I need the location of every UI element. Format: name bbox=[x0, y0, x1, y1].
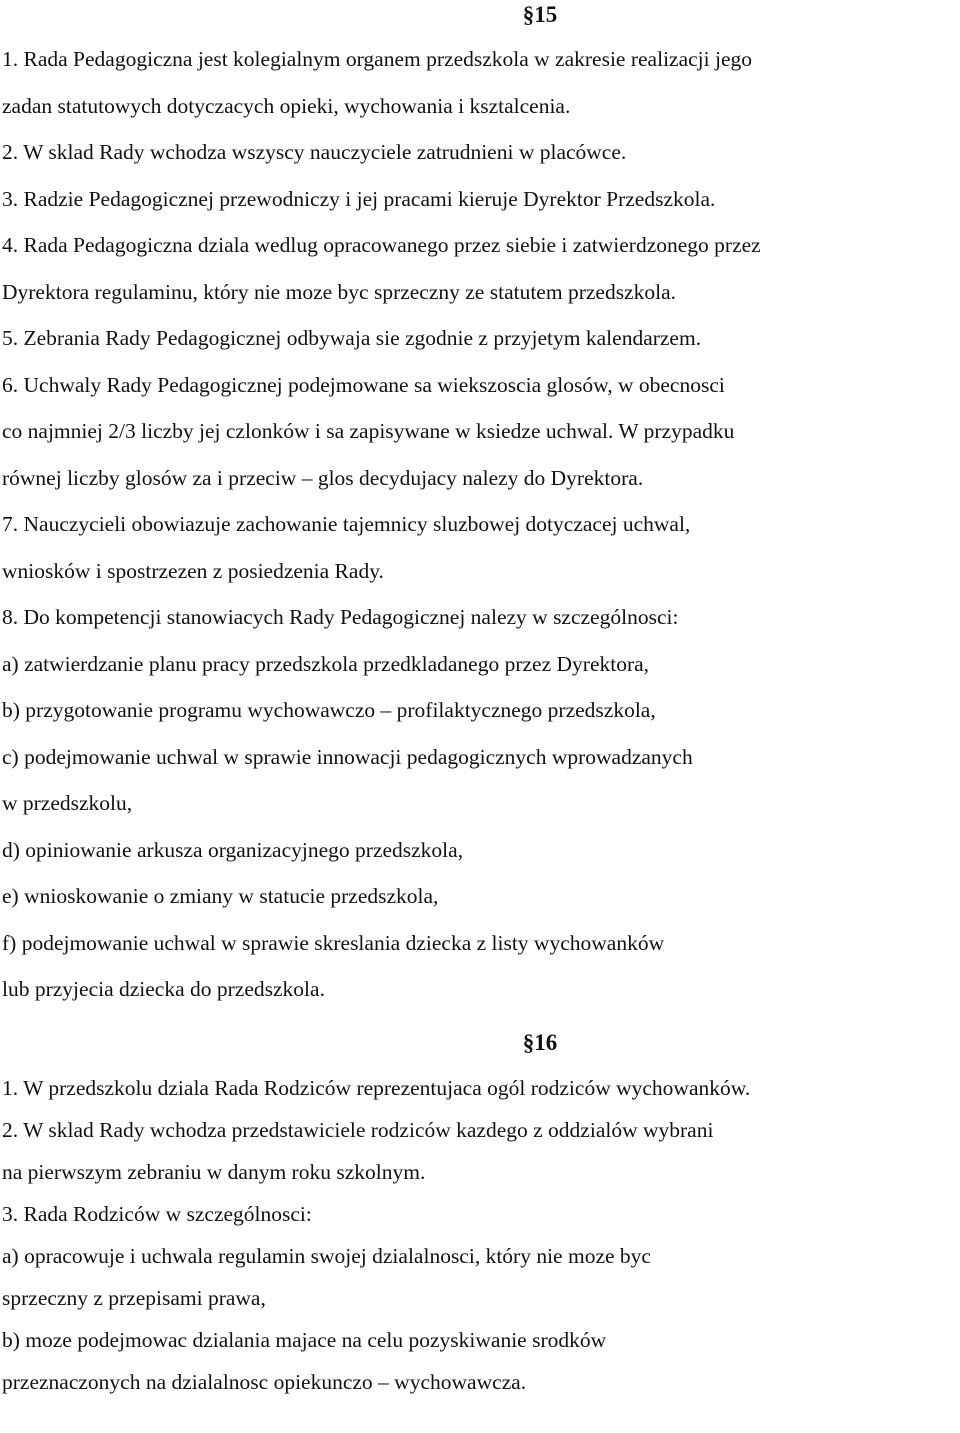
text-line: 7. Nauczycieli obowiazuje zachowanie tajemnicy sluzbowej dotyczacej uchwal, bbox=[2, 512, 691, 536]
text-line: 6. Uchwaly Rady Pedagogicznej podejmowane sa wiekszoscia glosów, w obecnosci bbox=[2, 372, 725, 397]
text-line: przeznaczonych na dzialalnosc opiekunczo – wychowawcza. bbox=[2, 1370, 527, 1394]
text-line: 8. Do kompetencji stanowiacych Rady Pedagogicznej nalezy w szczególnosci: bbox=[2, 605, 679, 629]
text-line: 1. Rada Pedagogiczna jest kolegialnym organem przedszkola w zakresie realizacji jego bbox=[2, 47, 753, 71]
text-line: na pierwszym zebraniu w danym roku szkolnym. bbox=[2, 1160, 426, 1184]
text-line: 2. W sklad Rady wchodza przedstawiciele rodziców kazdego z oddzialów wybrani bbox=[2, 1118, 714, 1142]
section-heading-15: §15 bbox=[522, 2, 558, 27]
text-line: b) przygotowanie programu wychowawczo – profilaktycznego przedszkola, bbox=[2, 698, 656, 722]
text-line: 1. W przedszkolu dziala Rada Rodziców reprezentujaca ogól rodziców wychowanków. bbox=[2, 1076, 751, 1100]
text-line: f) podejmowanie uchwal w sprawie skreslania dziecka z listy wychowanków bbox=[2, 930, 665, 955]
text-line: a) opracowuje i uchwala regulamin swojej dzialalnosci, który nie moze byc bbox=[2, 1244, 651, 1268]
text-line: zadan statutowych dotyczacych opieki, wychowania i ksztalcenia. bbox=[2, 93, 571, 118]
text-line: b) moze podejmowac dzialania majace na celu pozyskiwanie srodków bbox=[2, 1328, 607, 1352]
text-line: równej liczby glosów za i przeciw – glos decydujacy nalezy do Dyrektora. bbox=[2, 465, 644, 490]
text-line: c) podejmowanie uchwal w sprawie innowacji pedagogicznych wprowadzanych bbox=[2, 744, 693, 769]
text-line: Dyrektora regulaminu, który nie moze byc sprzeczny ze statutem przedszkola. bbox=[2, 279, 676, 304]
text-line: 4. Rada Pedagogiczna dziala wedlug opracowanego przez siebie i zatwierdzonego przez bbox=[2, 233, 761, 257]
text-line: d) opiniowanie arkusza organizacyjnego przedszkola, bbox=[2, 837, 464, 862]
text-line: e) wnioskowanie o zmiany w statucie przedszkola, bbox=[2, 884, 439, 908]
section-body-15 bbox=[0, 36, 960, 1013]
text-line: co najmniej 2/3 liczby jej czlonków i sa zapisywane w ksiedze uchwal. W przypadku bbox=[2, 419, 735, 443]
text-line: w przedszkolu, bbox=[2, 791, 133, 815]
text-line: 5. Zebrania Rady Pedagogicznej odbywaja sie zgodnie z przyjetym kalendarzem. bbox=[2, 326, 702, 350]
text-line: a) zatwierdzanie planu pracy przedszkola przedkladanego przez Dyrektora, bbox=[2, 651, 650, 676]
section-body-16 bbox=[0, 1067, 960, 1403]
text-line: wniosków i spostrzezen z posiedzenia Rady. bbox=[2, 558, 384, 583]
text-line: sprzeczny z przepisami prawa, bbox=[2, 1286, 266, 1310]
section-heading-16: §16 bbox=[522, 1030, 558, 1055]
text-line: lub przyjecia dziecka do przedszkola. bbox=[2, 977, 325, 1001]
text-line: 3. Rada Rodziców w szczególnosci: bbox=[2, 1202, 312, 1226]
text-line: 3. Radzie Pedagogicznej przewodniczy i jej pracami kieruje Dyrektor Przedszkola. bbox=[2, 186, 716, 211]
text-line: 2. W sklad Rady wchodza wszyscy nauczyciele zatrudnieni w placówce. bbox=[2, 140, 627, 164]
